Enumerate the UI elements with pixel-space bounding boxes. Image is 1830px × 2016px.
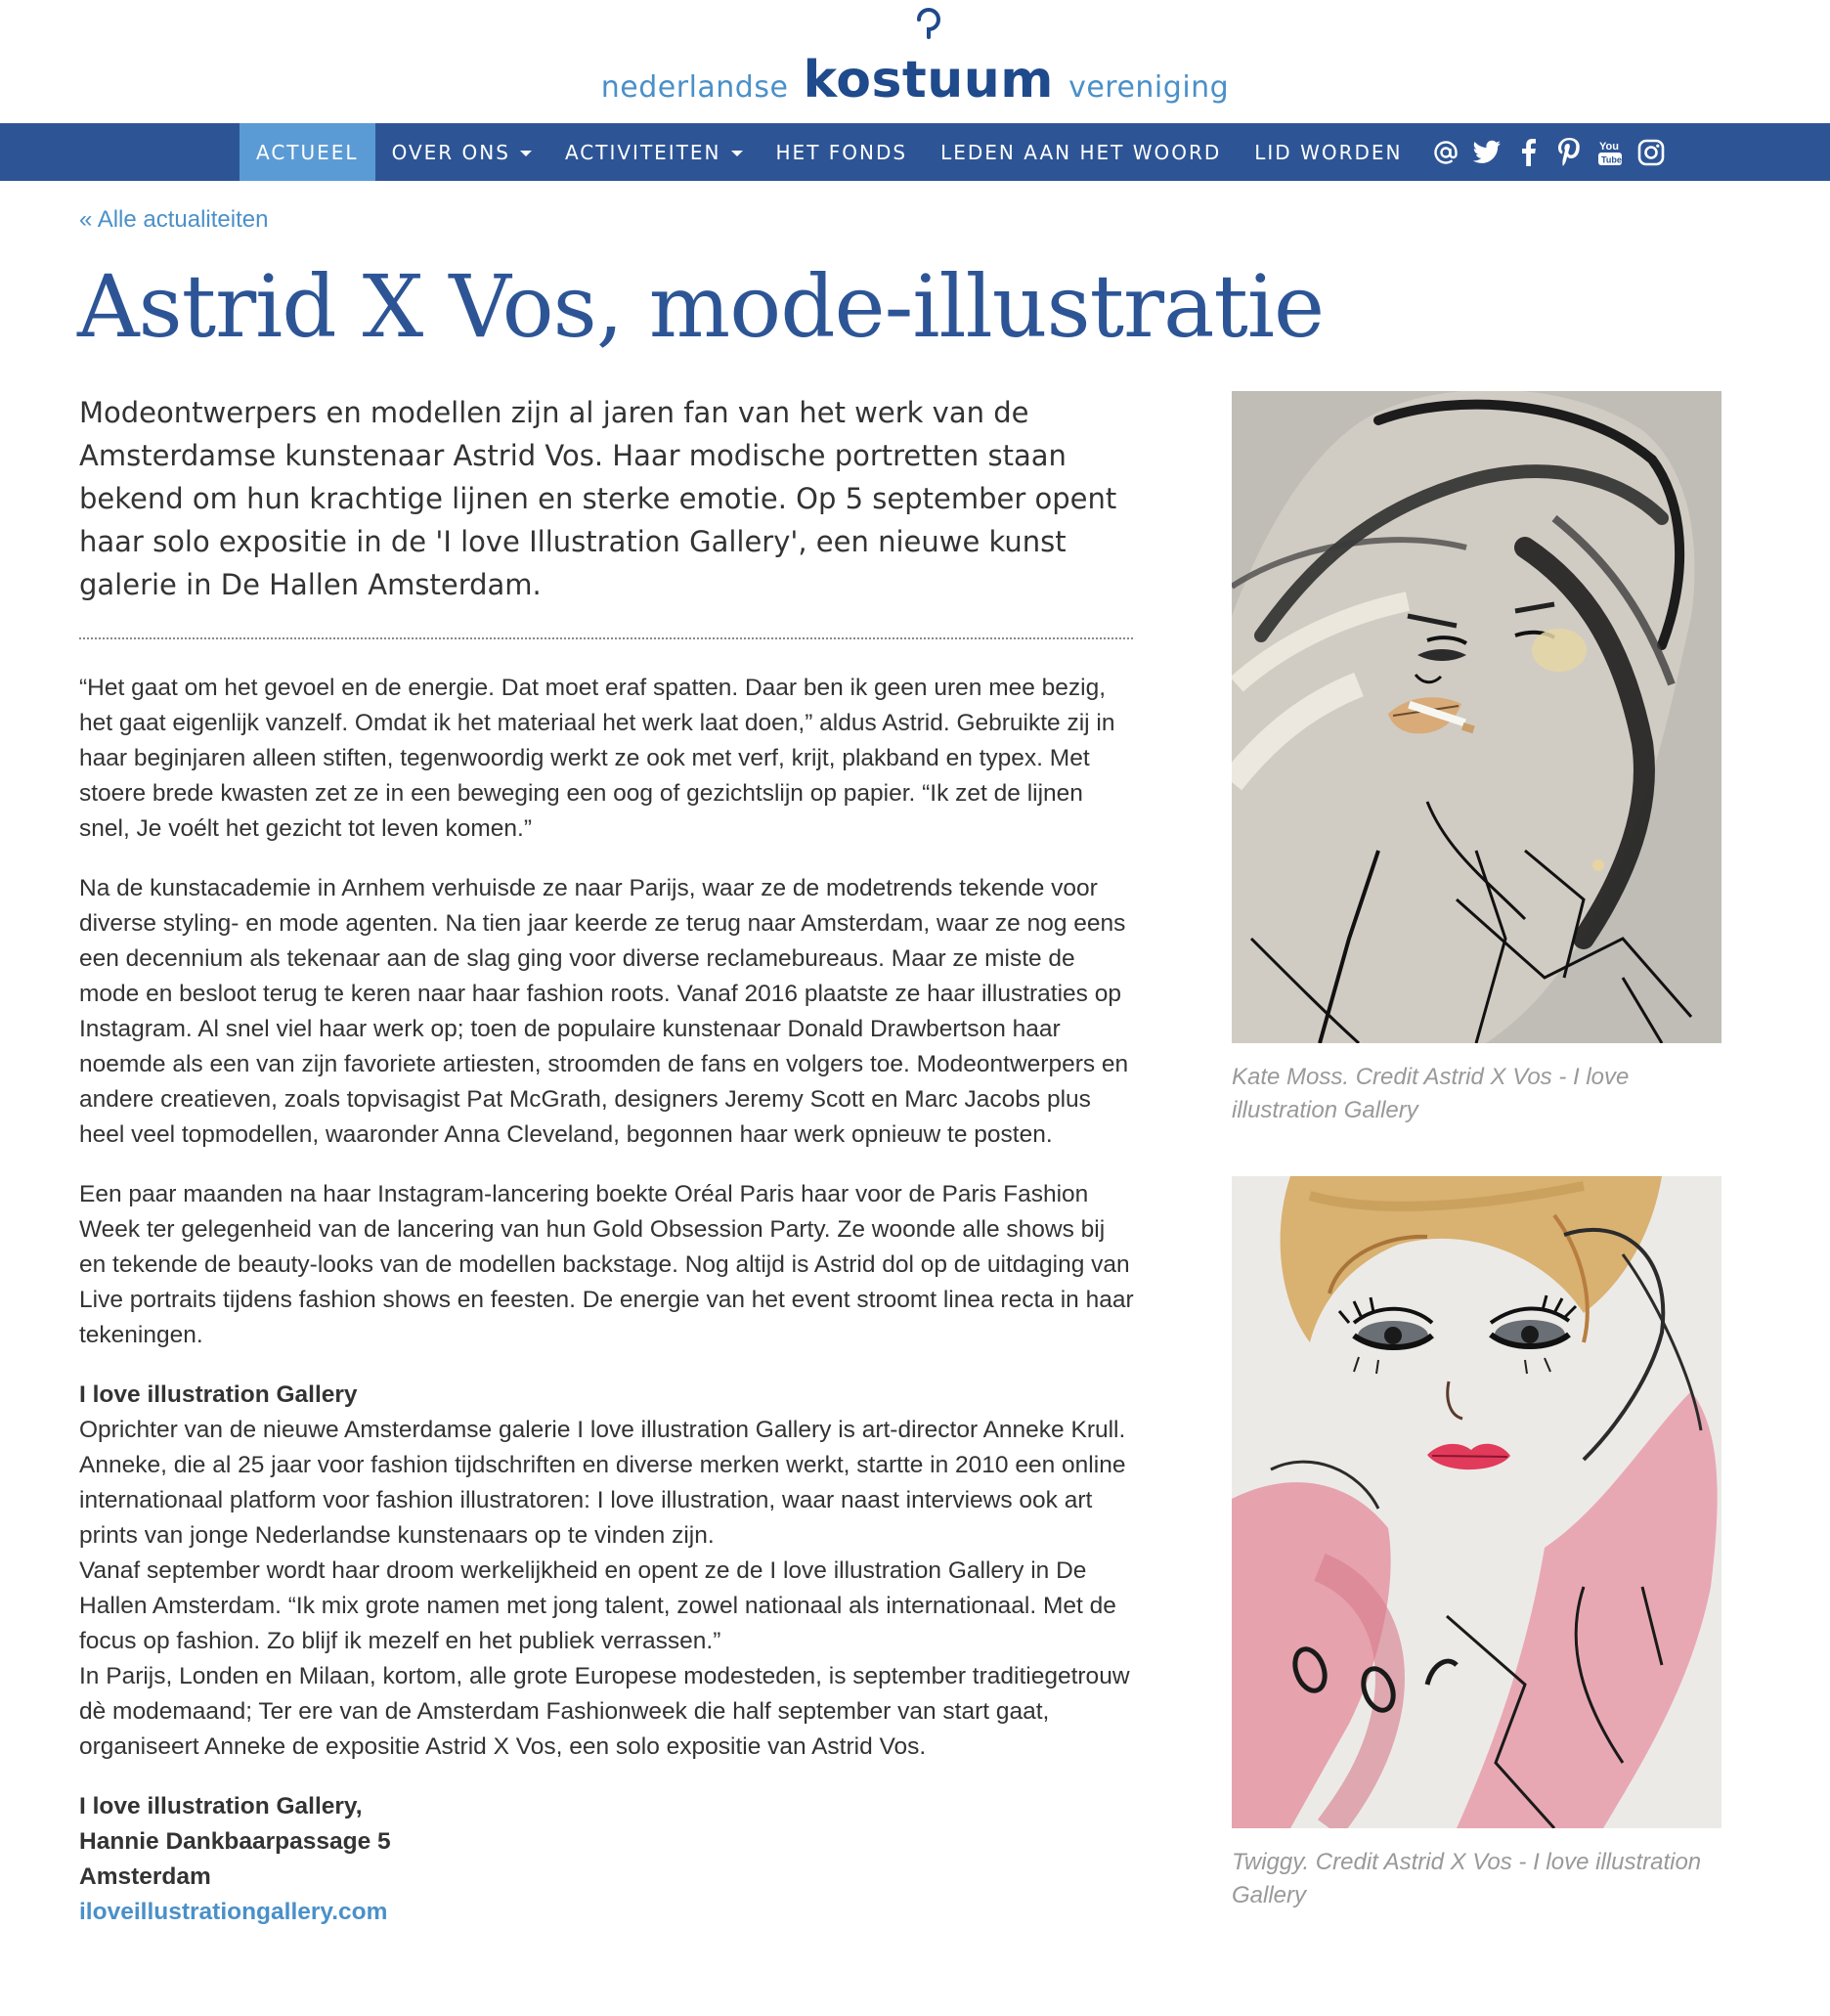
nav-item-leden-aan-het-woord[interactable] — [924, 123, 1238, 181]
figure-caption: Twiggy. Credit Astrid X Vos - I love illustration Gallery — [1232, 1849, 1702, 1908]
figure-kate-moss — [1232, 391, 1721, 1127]
article-paragraph: Na de kunstacademie in Arnhem verhuisde ze naar Parijs, waar ze de modetrends tekende voor diverse styling- en mode agenten. Na tien jaar keerde ze terug naar Amsterdam, waar ze nog eens een decennium als tekenaar aan de slag ging voor diverse reclamebureaus. Maar ze miste de mode en besloot terug te keren naar haar fashion roots. Vanaf 2016 plaatste ze haar illustraties op Instagram. Al snel viel haar werk op; toen de populaire kunstenaar Donald Drawbertson haar noemde als een van zijn favoriete artiesten, stroomden de fans en volgers toe. Modeontwerpers en andere creatieven, zoals topvisagist Pat McGrath, designers Jeremy Scott en Marc Jacobs plus heel veel topmodellen, waaronder Anna Cleveland, begonnen haar werk opnieuw te posten. — [79, 875, 1129, 1148]
site-header — [0, 0, 1830, 122]
nav-label: LEDEN AAN HET WOORD — [940, 140, 1222, 164]
nav-item-actueel[interactable] — [240, 123, 375, 181]
nav-label: ACTIVITEITEN — [564, 140, 721, 164]
email-icon[interactable] — [1430, 137, 1461, 168]
youtube-icon[interactable] — [1594, 137, 1626, 168]
article-paragraph: Oprichter van de nieuwe Amsterdamse galerie I love illustration Gallery is art-director Anneke Krull. Anneke, die al 25 jaar voor fashion tijdschriften en diverse merken werkt, startte in 2010 een online internationaal platform voor fashion illustratoren: I love illustration, waar naast interviews ook art prints van jonge Nederlandse kunstenaars op te vinden zijn. — [79, 1417, 1126, 1549]
main-nav — [0, 123, 1830, 181]
instagram-icon[interactable] — [1635, 137, 1667, 168]
nav-item-activiteiten[interactable] — [548, 123, 760, 181]
twiggy-illustration[interactable] — [1232, 1176, 1721, 1828]
kate-moss-illustration[interactable] — [1232, 391, 1721, 1043]
address-city: Amsterdam — [79, 1863, 211, 1890]
gallery-section — [79, 1378, 1135, 1765]
facebook-icon[interactable] — [1512, 137, 1544, 168]
site-logo[interactable] — [0, 0, 1830, 122]
page-title: Astrid X Vos, mode-illustratie — [77, 256, 1325, 357]
caret-down-icon — [520, 151, 532, 156]
twitter-icon[interactable] — [1471, 137, 1503, 168]
back-to-news-link[interactable]: « Alle actualiteiten — [79, 206, 269, 233]
article-paragraph: In Parijs, Londen en Milaan, kortom, alle grote Europese modesteden, is september traditiegetrouw dè modemaand; Ter ere van de Amsterdam Fashionweek die half september van start gaat, organiseert Anneke de expositie Astrid X Vos, een solo expositie van Astrid Vos. — [79, 1663, 1130, 1760]
caret-down-icon — [731, 151, 743, 156]
article-lead: Modeontwerpers en modellen zijn al jaren fan van het werk van de Amsterdamse kunstenaar Astrid Vos. Haar modische portretten staan bekend om hun krachtige lijnen en sterke emotie. Op 5 september opent haar solo expositie in de 'I love Illustration Gallery', een nieuwe kunst galerie in De Hallen Amsterdam. — [79, 396, 1117, 601]
article-paragraph: Een paar maanden na haar Instagram-lancering boekte Oréal Paris haar voor de Paris Fashion Week ter gelegenheid van de lancering van hun Gold Obsession Party. Ze woonde alle shows bij en tekende de beauty-looks van de modellen backstage. Nog altijd is Astrid dol op de uitdaging van Live portraits tijdens fashion shows en feesten. De energie van het event stroomt linea recta in haar tekeningen. — [79, 1181, 1134, 1348]
gallery-heading: I love illustration Gallery — [79, 1381, 358, 1408]
figure-twiggy — [1232, 1176, 1721, 1912]
nav-label: ACTUEEL — [256, 140, 359, 164]
nav-item-lid-worden[interactable] — [1238, 123, 1418, 181]
logo-word-left: nederlandse — [600, 70, 789, 105]
gallery-website-link[interactable]: iloveillustrationgallery.com — [79, 1899, 388, 1925]
logo-word-right: vereniging — [1068, 70, 1230, 105]
logo-word-main: kostuum — [803, 51, 1054, 110]
address-name: I love illustration Gallery, — [79, 1793, 363, 1819]
gallery-address — [79, 1789, 1135, 1930]
article-paragraph: Vanaf september wordt haar droom werkelijkheid en opent ze de I love illustration Gallery in De Hallen Amsterdam. “Ik mix grote namen met jong talent, zowel nationaal als internationaal. Met de focus op fashion. Zo blijf ik mezelf en het publiek verrassen.” — [79, 1557, 1116, 1654]
nav-item-over-ons[interactable] — [375, 123, 548, 181]
nav-label: LID WORDEN — [1254, 140, 1403, 164]
nav-item-het-fonds[interactable] — [760, 123, 925, 181]
address-street: Hannie Dankbaarpassage 5 — [79, 1828, 391, 1855]
divider — [79, 637, 1133, 639]
figure-caption: Kate Moss. Credit Astrid X Vos - I love illustration Gallery — [1232, 1064, 1630, 1123]
pinterest-icon[interactable] — [1553, 137, 1585, 168]
hanger-icon — [909, 6, 948, 45]
social-links — [1430, 123, 1667, 181]
svg-text:Tube: Tube — [1601, 154, 1623, 164]
nav-label: HET FONDS — [775, 140, 908, 164]
svg-text:You: You — [1599, 140, 1620, 153]
nav-label: OVER ONS — [391, 140, 510, 164]
article-body — [79, 671, 1135, 1954]
article-paragraph: “Het gaat om het gevoel en de energie. Dat moet eraf spatten. Daar ben ik geen uren mee bezig, het gaat eigenlijk vanzelf. Omdat ik het materiaal het werk laat doen,” aldus Astrid. Gebruikte zij in haar beginjaren alleen stiften, tegenwoordig werkt ze ook met verf, krijt, plakband en typex. Met stoere brede kwasten zet ze in een beweging een oog of gezichtslijn op papier. “Ik zet de lijnen snel, Je voélt het gezicht tot leven komen.” — [79, 675, 1115, 842]
